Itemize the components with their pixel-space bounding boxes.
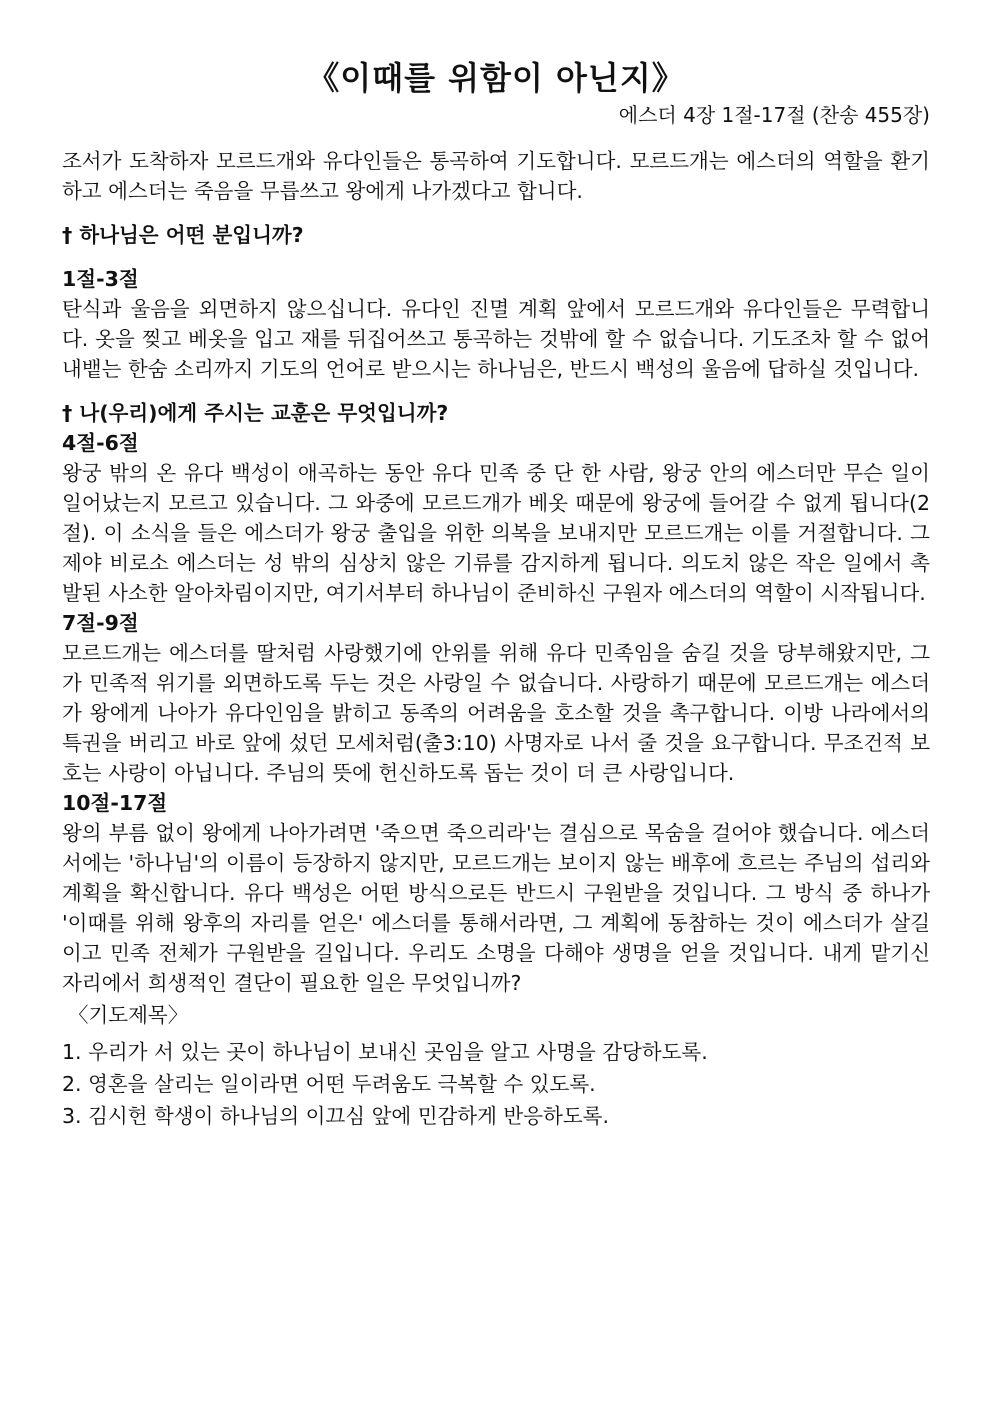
prayer-heading: 〈기도제목〉	[68, 1003, 189, 1027]
question-heading-1: † 하나님은 어떤 분입니까?	[62, 223, 304, 247]
prayer-item-2: 2. 영혼을 살리는 일이라면 어떤 두려움도 극복할 수 있도록.	[62, 1072, 596, 1096]
verse-text-10-17: 왕의 부름 없이 왕에게 나아가려면 '죽으면 죽으리라'는 결심으로 목숨을 걸어야 했습니다. 에스더서에는 '하나님'의 이름이 등장하지 않지만, 모르드개는 보이지 않는 배후에 흐르는 주님의 섭리와 계획을 확신합니다. 유다 백성은 어떤 방식으로든 반드시 구원받을 것입니다. 그 방식 중 하나가 '이때를 위해 왕후의 자리를 얻은' 에스더를 통해서라면, 그 계획에 동참하는 것이 에스더가 살길이고 민족 전체가 구원받을 길입니다. 우리도 소명을 다해야 생명을 얻을 것입니다. 내게 맡기신 자리에서 희생적인 결단이 필요한 일은 무엇입니까?	[62, 821, 930, 995]
verse-text-4-6: 왕궁 밖의 온 유다 백성이 애곡하는 동안 유다 민족 중 단 한 사람, 왕궁 안의 에스더만 무슨 일이 일어났는지 모르고 있습니다. 그 와중에 모르드개가 베옷 때문에 왕궁에 들어갈 수 없게 됩니다(2절). 이 소식을 들은 에스더가 왕궁 출입을 위한 의복을 보내지만 모르드개는 이를 거절합니다. 그제야 비로소 에스더는 성 밖의 심상치 않은 기류를 감지하게 됩니다. 의도치 않은 작은 일에서 촉발된 사소한 알아차림이지만, 여기서부터 하나님이 준비하신 구원자 에스더의 역할이 시작됩니다.	[62, 461, 930, 605]
scripture-reference: 에스더 4장 1절-17절 (찬송 455장)	[618, 103, 930, 127]
verse-text-7-9: 모르드개는 에스더를 딸처럼 사랑했기에 안위를 위해 유다 민족임을 숨길 것을 당부해왔지만, 그가 민족적 위기를 외면하도록 두는 것은 사랑일 수 없습니다. 사랑하기 때문에 모르드개는 에스더가 왕에게 나아가 유다인임을 밝히고 동족의 어려움을 호소할 것을 촉구합니다. 이방 나라에서의 특권을 버리고 바로 앞에 섰던 모세처럼(출3:10) 사명자로 나서 줄 것을 요구합니다. 무조건적 보호는 사랑이 아닙니다. 주님의 뜻에 헌신하도록 돕는 것이 더 큰 사랑입니다.	[62, 641, 930, 785]
verse-label-4-6: 4절-6절	[62, 431, 139, 455]
verse-text-1-3: 탄식과 울음을 외면하지 않으십니다. 유다인 진멸 계획 앞에서 모르드개와 유다인들은 무력합니다. 옷을 찢고 베옷을 입고 재를 뒤집어쓰고 통곡하는 것밖에 할 수 없습니다. 기도조차 할 수 없어 내뱉는 한숨 소리까지 기도의 언어로 받으시는 하나님은, 반드시 백성의 울음에 답하실 것입니다.	[62, 297, 930, 381]
prayer-item-1: 1. 우리가 서 있는 곳이 하나님이 보내신 곳임을 알고 사명을 감당하도록.	[62, 1040, 708, 1064]
verse-label-7-9: 7절-9절	[62, 611, 139, 635]
verse-label-10-17: 10절-17절	[62, 791, 168, 815]
verse-label-1-3: 1절-3절	[62, 267, 139, 291]
prayer-item-3: 3. 김시헌 학생이 하나님의 이끄심 앞에 민감하게 반응하도록.	[62, 1104, 609, 1128]
question-heading-2: † 나(우리)에게 주시는 교훈은 무엇입니까?	[62, 401, 449, 425]
page-title: 《이때를 위함이 아닌지》	[307, 59, 685, 97]
intro-paragraph: 조서가 도착하자 모르드개와 유다인들은 통곡하여 기도합니다. 모르드개는 에스더의 역할을 환기하고 에스더는 죽음을 무릅쓰고 왕에게 나가겠다고 합니다.	[62, 149, 930, 203]
